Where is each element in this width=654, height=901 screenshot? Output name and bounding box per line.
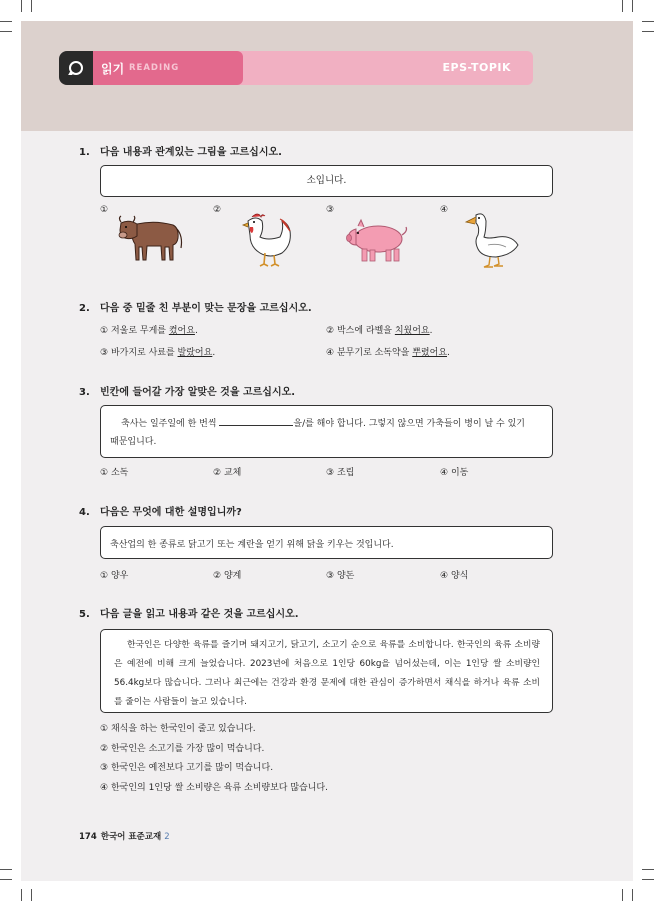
crop-mark [0, 879, 12, 880]
q3-option-1[interactable]: ① 소독 [100, 468, 129, 478]
section-header [59, 51, 533, 85]
crop-mark [642, 21, 654, 22]
q1-option-3-marker[interactable]: ③ [326, 205, 335, 215]
q1-option-2-marker[interactable]: ② [213, 205, 222, 215]
question-5-prompt: 5. 다음 글을 읽고 내용과 같은 것을 고르십시오. [79, 609, 299, 620]
brand-label: EPS-TOPIK [442, 61, 511, 74]
crop-mark [0, 31, 12, 32]
q3-option-2[interactable]: ② 교체 [213, 468, 242, 478]
question-4-prompt: 4. 다음은 무엇에 대한 설명입니까? [79, 507, 242, 518]
crop-mark [642, 869, 654, 870]
q5-option-3[interactable]: ③ 한국인은 예전보다 고기를 많이 먹습니다. [100, 763, 274, 773]
q3-option-4[interactable]: ④ 이동 [440, 468, 469, 478]
q2-option-2[interactable]: ② 박스에 라벨을 치웠어요. [326, 326, 433, 336]
crop-mark [622, 889, 623, 901]
question-1-box [100, 165, 553, 197]
crop-mark [632, 0, 633, 12]
crop-mark [632, 889, 633, 901]
q5-option-2[interactable]: ② 한국인은 소고기를 가장 많이 먹습니다. [100, 744, 265, 754]
question-1-box-text: 소입니다. [306, 175, 347, 186]
crop-mark [642, 31, 654, 32]
pig-image[interactable] [346, 217, 410, 265]
q2-option-4[interactable]: ④ 분무기로 소독약을 뿌렸어요. [326, 348, 450, 358]
crop-mark [21, 0, 22, 12]
q3-option-3[interactable]: ③ 조립 [326, 468, 355, 478]
crop-mark [31, 0, 32, 12]
page-number: 174 [79, 832, 97, 842]
crop-mark [0, 869, 12, 870]
question-3-box [100, 405, 553, 458]
q2-option-3[interactable]: ③ 바가지로 사료를 발랐어요. [100, 348, 216, 358]
crop-mark [622, 0, 623, 12]
crop-mark [31, 889, 32, 901]
q2-option-1[interactable]: ① 저울로 무게를 켰어요. [100, 326, 198, 336]
q4-option-4[interactable]: ④ 양식 [440, 571, 469, 581]
question-1-prompt: 1. 다음 내용과 관계있는 그림을 고르십시오. [79, 147, 282, 158]
q5-option-1[interactable]: ① 채식을 하는 한국인이 줄고 있습니다. [100, 724, 256, 734]
section-subtitle: READING [129, 63, 180, 73]
q4-option-2[interactable]: ② 양계 [213, 571, 242, 581]
cow-image[interactable] [115, 214, 187, 266]
page-footer [79, 830, 170, 842]
question-4-box [100, 526, 553, 559]
q4-option-1[interactable]: ① 양우 [100, 571, 129, 581]
question-3-line-2: 때문입니다. [110, 437, 157, 447]
book-volume: 2 [164, 832, 170, 842]
book-title: 한국어 표준교재 [100, 832, 162, 842]
q4-option-3[interactable]: ③ 양돈 [326, 571, 355, 581]
question-3-line-1: 축사는 일주일에 한 번씩 을/를 해야 합니다. 그렇지 않으면 가축들이 병이 날 수 있기 [121, 415, 525, 429]
section-title: 읽기 [101, 62, 125, 76]
speech-icon [59, 51, 93, 85]
chicken-image[interactable] [238, 209, 294, 271]
answer-blank[interactable] [219, 415, 293, 426]
question-5-passage-box [100, 629, 553, 713]
question-2-prompt: 2. 다음 중 밑줄 친 부분이 맞는 문장을 고르십시오. [79, 303, 312, 314]
duck-image[interactable] [462, 209, 524, 269]
crop-mark [21, 889, 22, 901]
question-5-passage: 한국인은 다양한 육류를 즐기며 돼지고기, 닭고기, 소고기 순으로 육류를 소비합니다. 한국인의 육류 소비량은 예전에 비해 크게 늘었습니다. 2023년에 처음으로 1인당 60kg을 넘어섰는데, 이는 1인당 쌀 소비량인 56.4kg보다 많습니다. 그러나 최근에는 건강과 환경 문제에 대한 관심이 증가하면서 채식을 하거나 육류 소비를 줄이는 사람들이 늘고 있습니다. [114, 640, 540, 707]
question-4-box-text: 축산업의 한 종류로 닭고기 또는 계란을 얻기 위해 닭을 키우는 것입니다. [110, 540, 394, 550]
question-3-prompt: 3. 빈칸에 들어갈 가장 알맞은 것을 고르십시오. [79, 387, 296, 398]
q1-option-1-marker[interactable]: ① [100, 205, 109, 215]
q5-option-4[interactable]: ④ 한국인의 1인당 쌀 소비량은 육류 소비량보다 많습니다. [100, 783, 328, 793]
crop-mark [642, 879, 654, 880]
crop-mark [0, 21, 12, 22]
q1-option-4-marker[interactable]: ④ [440, 205, 449, 215]
